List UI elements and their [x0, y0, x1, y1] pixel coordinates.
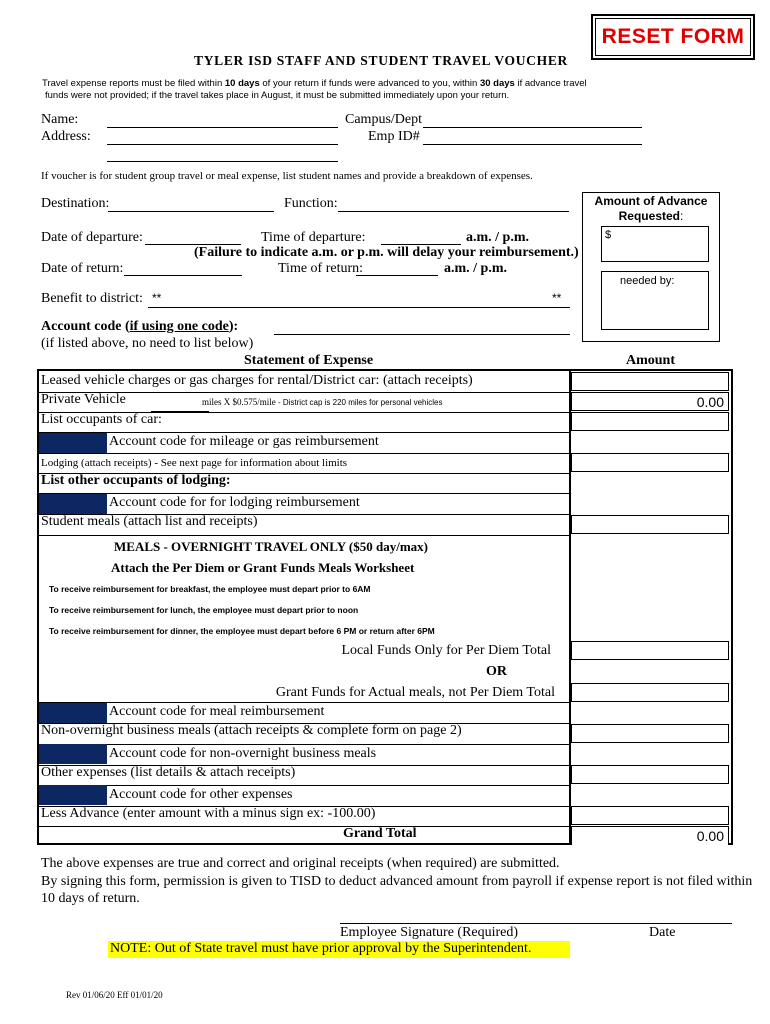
reset-form-button[interactable]	[591, 14, 755, 60]
destination-input[interactable]	[108, 211, 274, 212]
listed-above-note: (if listed above, no need to list below)	[41, 336, 254, 351]
time-return-label: Time of return:	[278, 261, 364, 276]
out-of-state-note: NOTE: Out of State travel must have prior approval by the Superintendent.	[108, 941, 570, 958]
advance-title: Amount of Advance	[594, 194, 708, 208]
amount-lodging[interactable]	[571, 453, 729, 472]
cert-line-1: The above expenses are true and correct and original receipts (when required) are submitted.	[41, 856, 560, 871]
date-departure-label: Date of departure:	[41, 230, 143, 245]
employee-signature-label: Employee Signature (Required)	[340, 925, 519, 940]
benefit-input[interactable]	[148, 307, 570, 308]
cert-line-3: 10 days of return.	[41, 891, 140, 906]
revision-footer: Rev 01/06/20 Eff 01/01/20	[66, 990, 163, 1000]
emp-id-label: Emp ID#	[368, 129, 420, 144]
time-return-input[interactable]	[356, 275, 438, 276]
needed-by-label: needed by:	[620, 275, 675, 287]
row-acct-meal: Account code for meal reimbursement	[39, 703, 569, 724]
date-label: Date	[649, 925, 676, 940]
dollar-sign: $	[605, 229, 612, 241]
address-input-2[interactable]	[107, 161, 338, 162]
row-other-lodging: List other occupants of lodging:	[39, 473, 569, 494]
row-student-meals: Student meals (attach list and receipts)	[39, 514, 569, 536]
expense-table	[37, 369, 733, 845]
amount-less-advance[interactable]	[571, 806, 729, 825]
address-input-1[interactable]	[107, 144, 338, 145]
row-grand-total: Grand Total	[343, 826, 417, 841]
amount-grand-total: 0.00	[571, 826, 729, 845]
local-funds-label: Local Funds Only for Per Diem Total	[341, 643, 551, 658]
account-code-label: Account code (if using one code):	[41, 319, 239, 334]
name-input[interactable]	[107, 127, 338, 128]
statement-header: Statement of Expense	[244, 353, 374, 368]
row-leased: Leased vehicle charges or gas charges for rental/District car: (attach receipts)	[39, 373, 569, 393]
amount-local-funds[interactable]	[571, 641, 729, 660]
amount-student-meals[interactable]	[571, 515, 729, 534]
date-return-label: Date of return:	[41, 261, 124, 276]
row-acct-non-overnight: Account code for non-overnight business meals	[39, 744, 569, 766]
grant-funds-label: Grant Funds for Actual meals, not Per Diem Total	[275, 685, 555, 700]
row-less-advance: Less Advance (enter amount with a minus sign ex: -100.00)	[39, 806, 569, 827]
name-label: Name:	[41, 112, 79, 127]
miles-rate: miles X $0.575/mile - District cap is 220 miles for personal vehicles	[202, 397, 443, 407]
failure-note: (Failure to indicate a.m. or p.m. will delay your reimbursement.)	[194, 245, 579, 260]
function-input[interactable]	[338, 211, 569, 212]
row-acct-other: Account code for other expenses	[39, 785, 569, 807]
row-acct-mileage: Account code for mileage or gas reimbursement	[39, 432, 569, 454]
reset-form-label: RESET FORM	[595, 18, 751, 56]
signature-line[interactable]	[340, 923, 732, 924]
cert-line-2: By signing this form, permission is given to TISD to deduct advanced amount from payroll if expense report is not filed within	[41, 874, 753, 889]
emp-id-input[interactable]	[423, 144, 642, 145]
amount-occupants[interactable]	[571, 412, 729, 431]
row-other-expenses: Other expenses (list details & attach receipts)	[39, 765, 569, 786]
row-acct-lodging: Account code for for lodging reimbursement	[39, 493, 569, 515]
rule-lunch: To receive reimbursement for lunch, the employee must depart prior to noon	[49, 605, 359, 615]
row-occupants: List occupants of car:	[39, 412, 569, 433]
destination-label: Destination:	[41, 196, 110, 211]
advance-box	[582, 192, 720, 342]
advance-requested: Requested:	[618, 209, 684, 223]
or-label: OR	[486, 664, 507, 679]
benefit-label: Benefit to district:	[41, 291, 143, 306]
amount-header: Amount	[626, 353, 676, 368]
address-label: Address:	[41, 129, 91, 144]
benefit-stars-left: **	[152, 291, 162, 305]
advance-amount-input[interactable]	[601, 226, 709, 262]
campus-label: Campus/Dept	[345, 112, 422, 127]
advance-needed-by-input[interactable]	[601, 271, 709, 330]
row-lodging: Lodging (attach receipts) - See next page for information about limits	[39, 453, 569, 474]
date-return-input[interactable]	[124, 275, 242, 276]
time-departure-label: Time of departure:	[261, 230, 366, 245]
amount-leased[interactable]	[571, 372, 729, 391]
function-label: Function:	[284, 196, 338, 211]
row-private-vehicle: Private Vehicle	[39, 392, 569, 413]
amount-private-vehicle[interactable]: 0.00	[571, 392, 729, 411]
amount-other-expenses[interactable]	[571, 765, 729, 784]
intro-line-2: funds were not provided; if the travel takes place in August, it must be submitted immediately upon your return.	[45, 90, 510, 101]
form-title: TYLER ISD STAFF AND STUDENT TRAVEL VOUCHER	[194, 53, 568, 68]
amount-grant-funds[interactable]	[571, 683, 729, 702]
account-code-input[interactable]	[274, 334, 570, 335]
intro-line-1: Travel expense reports must be filed within 10 days of your return if funds were advanced to you, within 30 days if advance travel	[42, 78, 587, 89]
benefit-stars-right: **	[552, 291, 562, 305]
meals-title: MEALS - OVERNIGHT TRAVEL ONLY ($50 day/max)	[114, 539, 428, 554]
rule-dinner: To receive reimbursement for dinner, the employee must depart before 6 PM or return after 6PM	[49, 626, 435, 636]
meals-attach: Attach the Per Diem or Grant Funds Meals Worksheet	[111, 560, 415, 575]
rule-breakfast: To receive reimbursement for breakfast, the employee must depart prior to 6AM	[49, 584, 371, 594]
campus-input[interactable]	[423, 127, 642, 128]
row-non-overnight: Non-overnight business meals (attach receipts & complete form on page 2)	[39, 723, 569, 745]
ampm-departure: a.m. / p.m.	[466, 230, 529, 245]
student-note: If voucher is for student group travel or meal expense, list student names and provide a breakdown of expenses.	[41, 170, 533, 182]
amount-non-overnight[interactable]	[571, 724, 729, 743]
ampm-return: a.m. / p.m.	[444, 261, 507, 276]
